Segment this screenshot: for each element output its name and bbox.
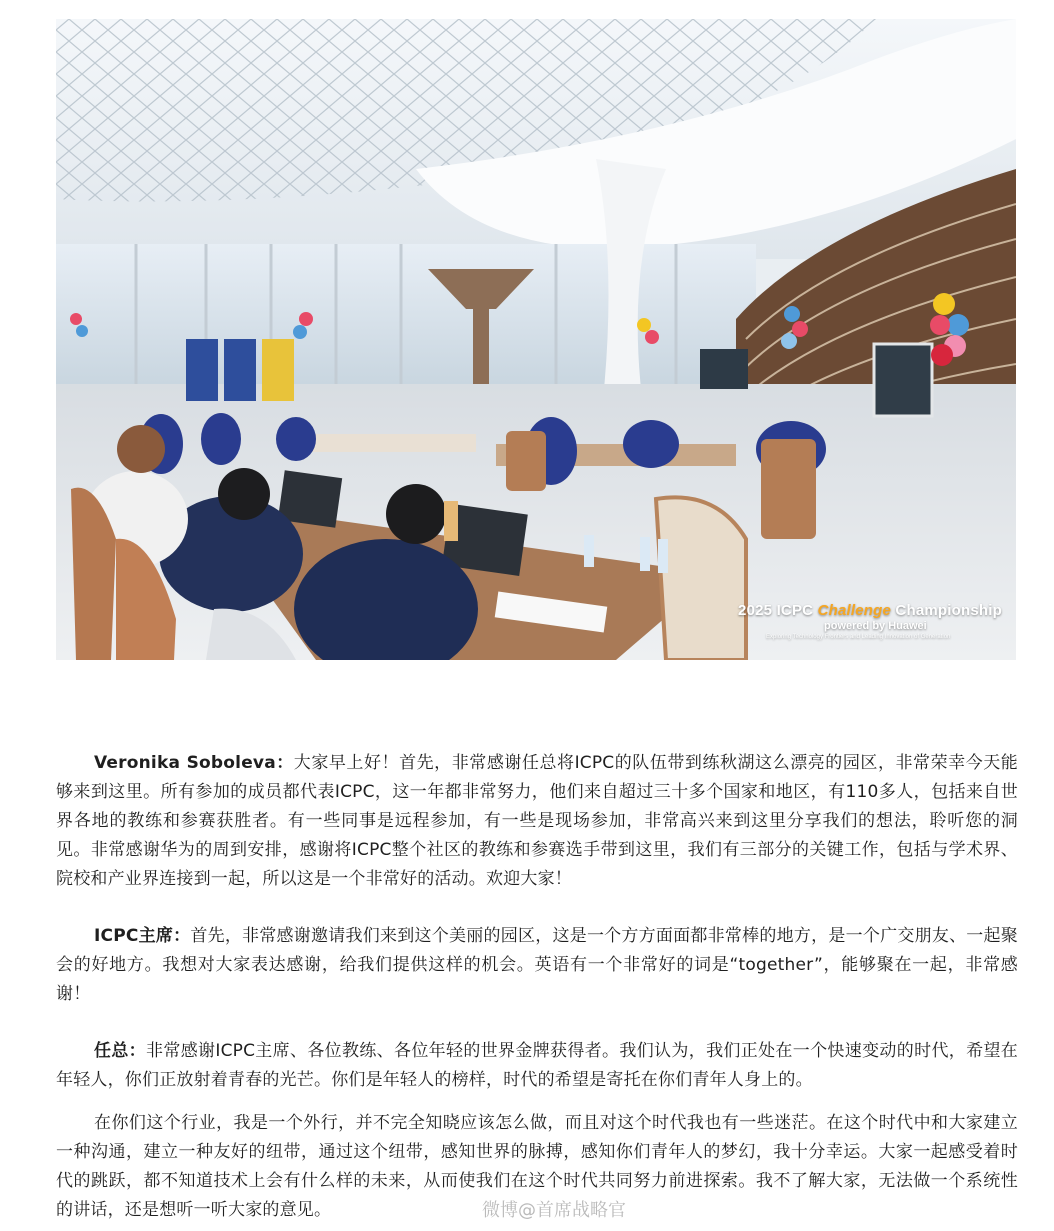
caption-title xyxy=(738,602,1002,619)
paragraph-text: 非常感谢ICPC主席、各位教练、各位年轻的世界金牌获得者。我们认为，我们正处在一个快速变动的时代，希望在年轻人，你们正放射着青春的光芒。你们是年轻人的榜样，时代的希望是寄托在你们青年人身上的。 xyxy=(56,1041,1018,1090)
paragraph-text: 在你们这个行业，我是一个外行，并不完全知晓应该怎么做，而且对这个时代我也有一些迷茫。在这个时代中和大家建立一种沟通，建立一种友好的纽带，通过这个纽带，感知世界的脉搏，感知你们青年人的梦幻，我十分幸运。大家一起感受着时代的跳跃，都不知道技术上会有什么样的未来，从而使我们在这个时代共同努力前进探索。我不了解大家，无法做一个系统性的讲话，还是想听一听大家的意见。 xyxy=(56,1113,1018,1220)
speaker-veronika: Veronika Soboleva： xyxy=(94,753,294,773)
caption-accent: Challenge xyxy=(817,602,892,619)
article-body xyxy=(56,749,1018,1225)
caption-suffix: Championship xyxy=(891,602,1002,619)
caption-prefix: 2025 ICPC xyxy=(738,602,818,619)
paragraph-text: 大家早上好！首先，非常感谢任总将ICPC的队伍带到练秋湖这么漂亮的园区，非常荣幸今天能够来到这里。所有参加的成员都代表ICPC，这一年都非常努力，他们来自超过三十多个国家和地区，有110多人，包括来自世界各地的教练和参赛获胜者。有一些同事是远程参加，有一些是现场参加，非常高兴来到这里分享我们的想法，聆听您的洞见。非常感谢华为的周到安排，感谢将ICPC整个社区的教练和参赛选手带到这里，我们有三部分的关键工作，包括与学术界、院校和产业界连接到一起，所以这是一个非常好的活动。欢迎大家！ xyxy=(56,753,1018,889)
caption-tagline: Exploring Technology Frontiers and Leading Innovation of Generation xyxy=(766,634,951,640)
hall-illustration xyxy=(56,19,1016,660)
paragraph-veronika xyxy=(56,749,1018,894)
weibo-watermark: 微博@首席战略官 xyxy=(482,1200,626,1221)
hero-photo xyxy=(56,19,1016,660)
speaker-icpc-chair: ICPC主席： xyxy=(94,926,191,946)
event-caption xyxy=(738,602,1002,640)
paragraph-icpc-chair xyxy=(56,922,1018,1009)
speaker-ren: 任总： xyxy=(94,1041,147,1061)
paragraph-ren xyxy=(56,1037,1018,1095)
paragraph-text: 首先，非常感谢邀请我们来到这个美丽的园区，这是一个方方面面都非常棒的地方，是一个广交朋友、一起聚会的好地方。我想对大家表达感谢，给我们提供这样的机会。英语有一个非常好的词是“together”，能够聚在一起，非常感谢！ xyxy=(56,926,1018,1004)
caption-powered-by: powered by Huawei xyxy=(824,620,927,632)
